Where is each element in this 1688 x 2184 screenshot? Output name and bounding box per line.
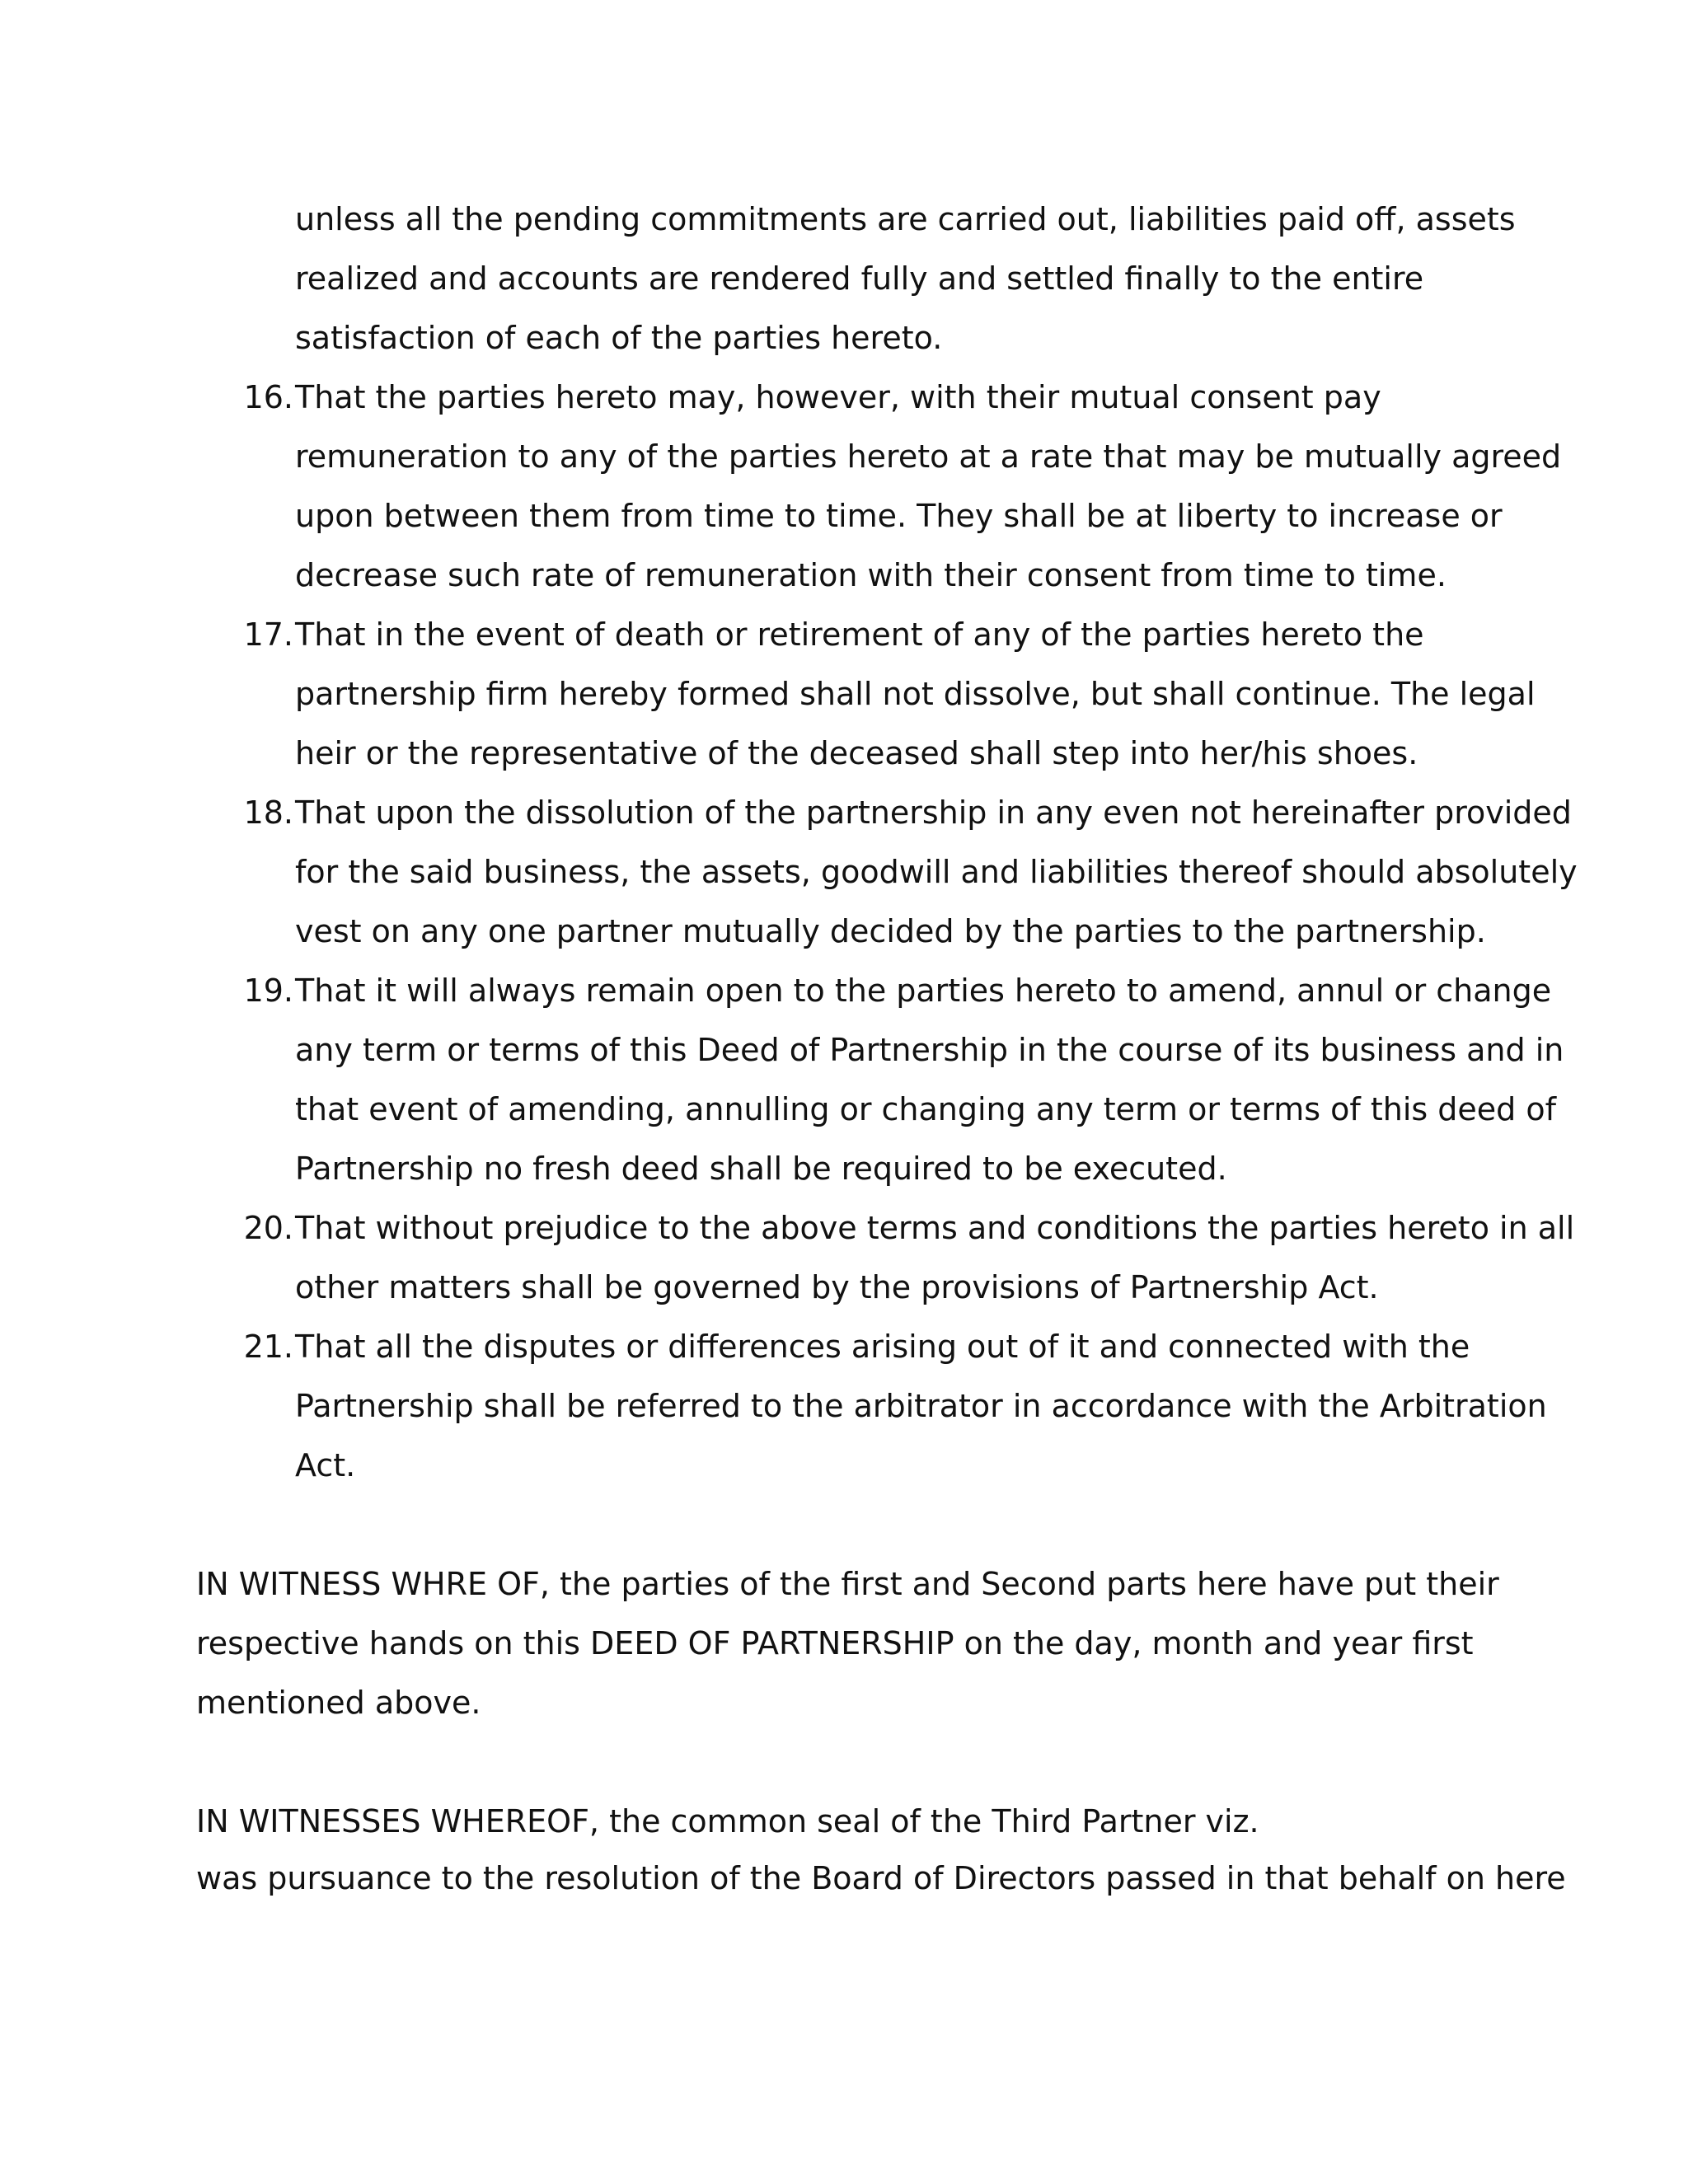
clause-17-line-3: heir or the representative of the deceased shall step into her/his shoes. (295, 735, 1418, 771)
clause-18-line-1: That upon the dissolution of the partnership in any even not hereinafter provided (295, 794, 1572, 831)
clause-19-line-2: any term or terms of this Deed of Partnership in the course of its business and in (295, 1032, 1564, 1068)
clause-16-line-3: upon between them from time to time. They shall be at liberty to increase or (295, 498, 1503, 534)
clause-21-line-1: That all the disputes or differences arising out of it and connected with the (295, 1329, 1470, 1365)
witnesses-paragraph-line-1: IN WITNESSES WHEREOF, the common seal of the Third Partner viz. (196, 1803, 1259, 1840)
clause-16-line-4: decrease such rate of remuneration with their consent from time to time. (295, 557, 1447, 593)
clause-17-line-1: That in the event of death or retirement of any of the parties hereto the (295, 616, 1424, 653)
clause-16-number: 16. (243, 379, 293, 415)
clause-18-line-3: vest on any one partner mutually decided by the parties to the partnership. (295, 913, 1486, 949)
clause-20-line-2: other matters shall be governed by the provisions of Partnership Act. (295, 1269, 1379, 1305)
clause-19-number: 19. (243, 972, 293, 1009)
clause-21-number: 21. (243, 1329, 293, 1365)
witness-paragraph-line-2: respective hands on this DEED OF PARTNERSHIP on the day, month and year first (196, 1625, 1474, 1661)
clause-19-line-4: Partnership no fresh deed shall be required to be executed. (295, 1151, 1227, 1187)
clause-21-line-2: Partnership shall be referred to the arbitrator in accordance with the Arbitration (295, 1388, 1547, 1424)
clause-16-line-1: That the parties hereto may, however, with their mutual consent pay (295, 379, 1381, 415)
clause-21-line-3: Act. (295, 1447, 356, 1483)
clause-18-number: 18. (243, 794, 293, 831)
clause-20-line-1: That without prejudice to the above terms and conditions the parties hereto in all (295, 1210, 1575, 1246)
clause-17-line-2: partnership firm hereby formed shall not dissolve, but shall continue. The legal (295, 676, 1536, 712)
clause-16-line-2: remuneration to any of the parties hereto at a rate that may be mutually agreed (295, 438, 1562, 475)
clause-17-number: 17. (243, 616, 293, 653)
continuation-line-1: unless all the pending commitments are carried out, liabilities paid off, assets (295, 201, 1516, 237)
witnesses-paragraph-line-2: was pursuance to the resolution of the Board of Directors passed in that behalf on here (196, 1860, 1566, 1896)
clause-19-line-3: that event of amending, annulling or changing any term or terms of this deed of (295, 1091, 1557, 1127)
clause-20-number: 20. (243, 1210, 293, 1246)
clause-18-line-2: for the said business, the assets, goodwill and liabilities thereof should absolutely (295, 854, 1578, 890)
witness-paragraph-line-1: IN WITNESS WHRE OF, the parties of the first and Second parts here have put their (196, 1566, 1499, 1602)
continuation-line-3: satisfaction of each of the parties hereto. (295, 320, 943, 356)
witness-paragraph-line-3: mentioned above. (196, 1685, 481, 1721)
clause-19-line-1: That it will always remain open to the parties hereto to amend, annul or change (295, 972, 1552, 1009)
continuation-line-2: realized and accounts are rendered fully and settled finally to the entire (295, 260, 1424, 297)
